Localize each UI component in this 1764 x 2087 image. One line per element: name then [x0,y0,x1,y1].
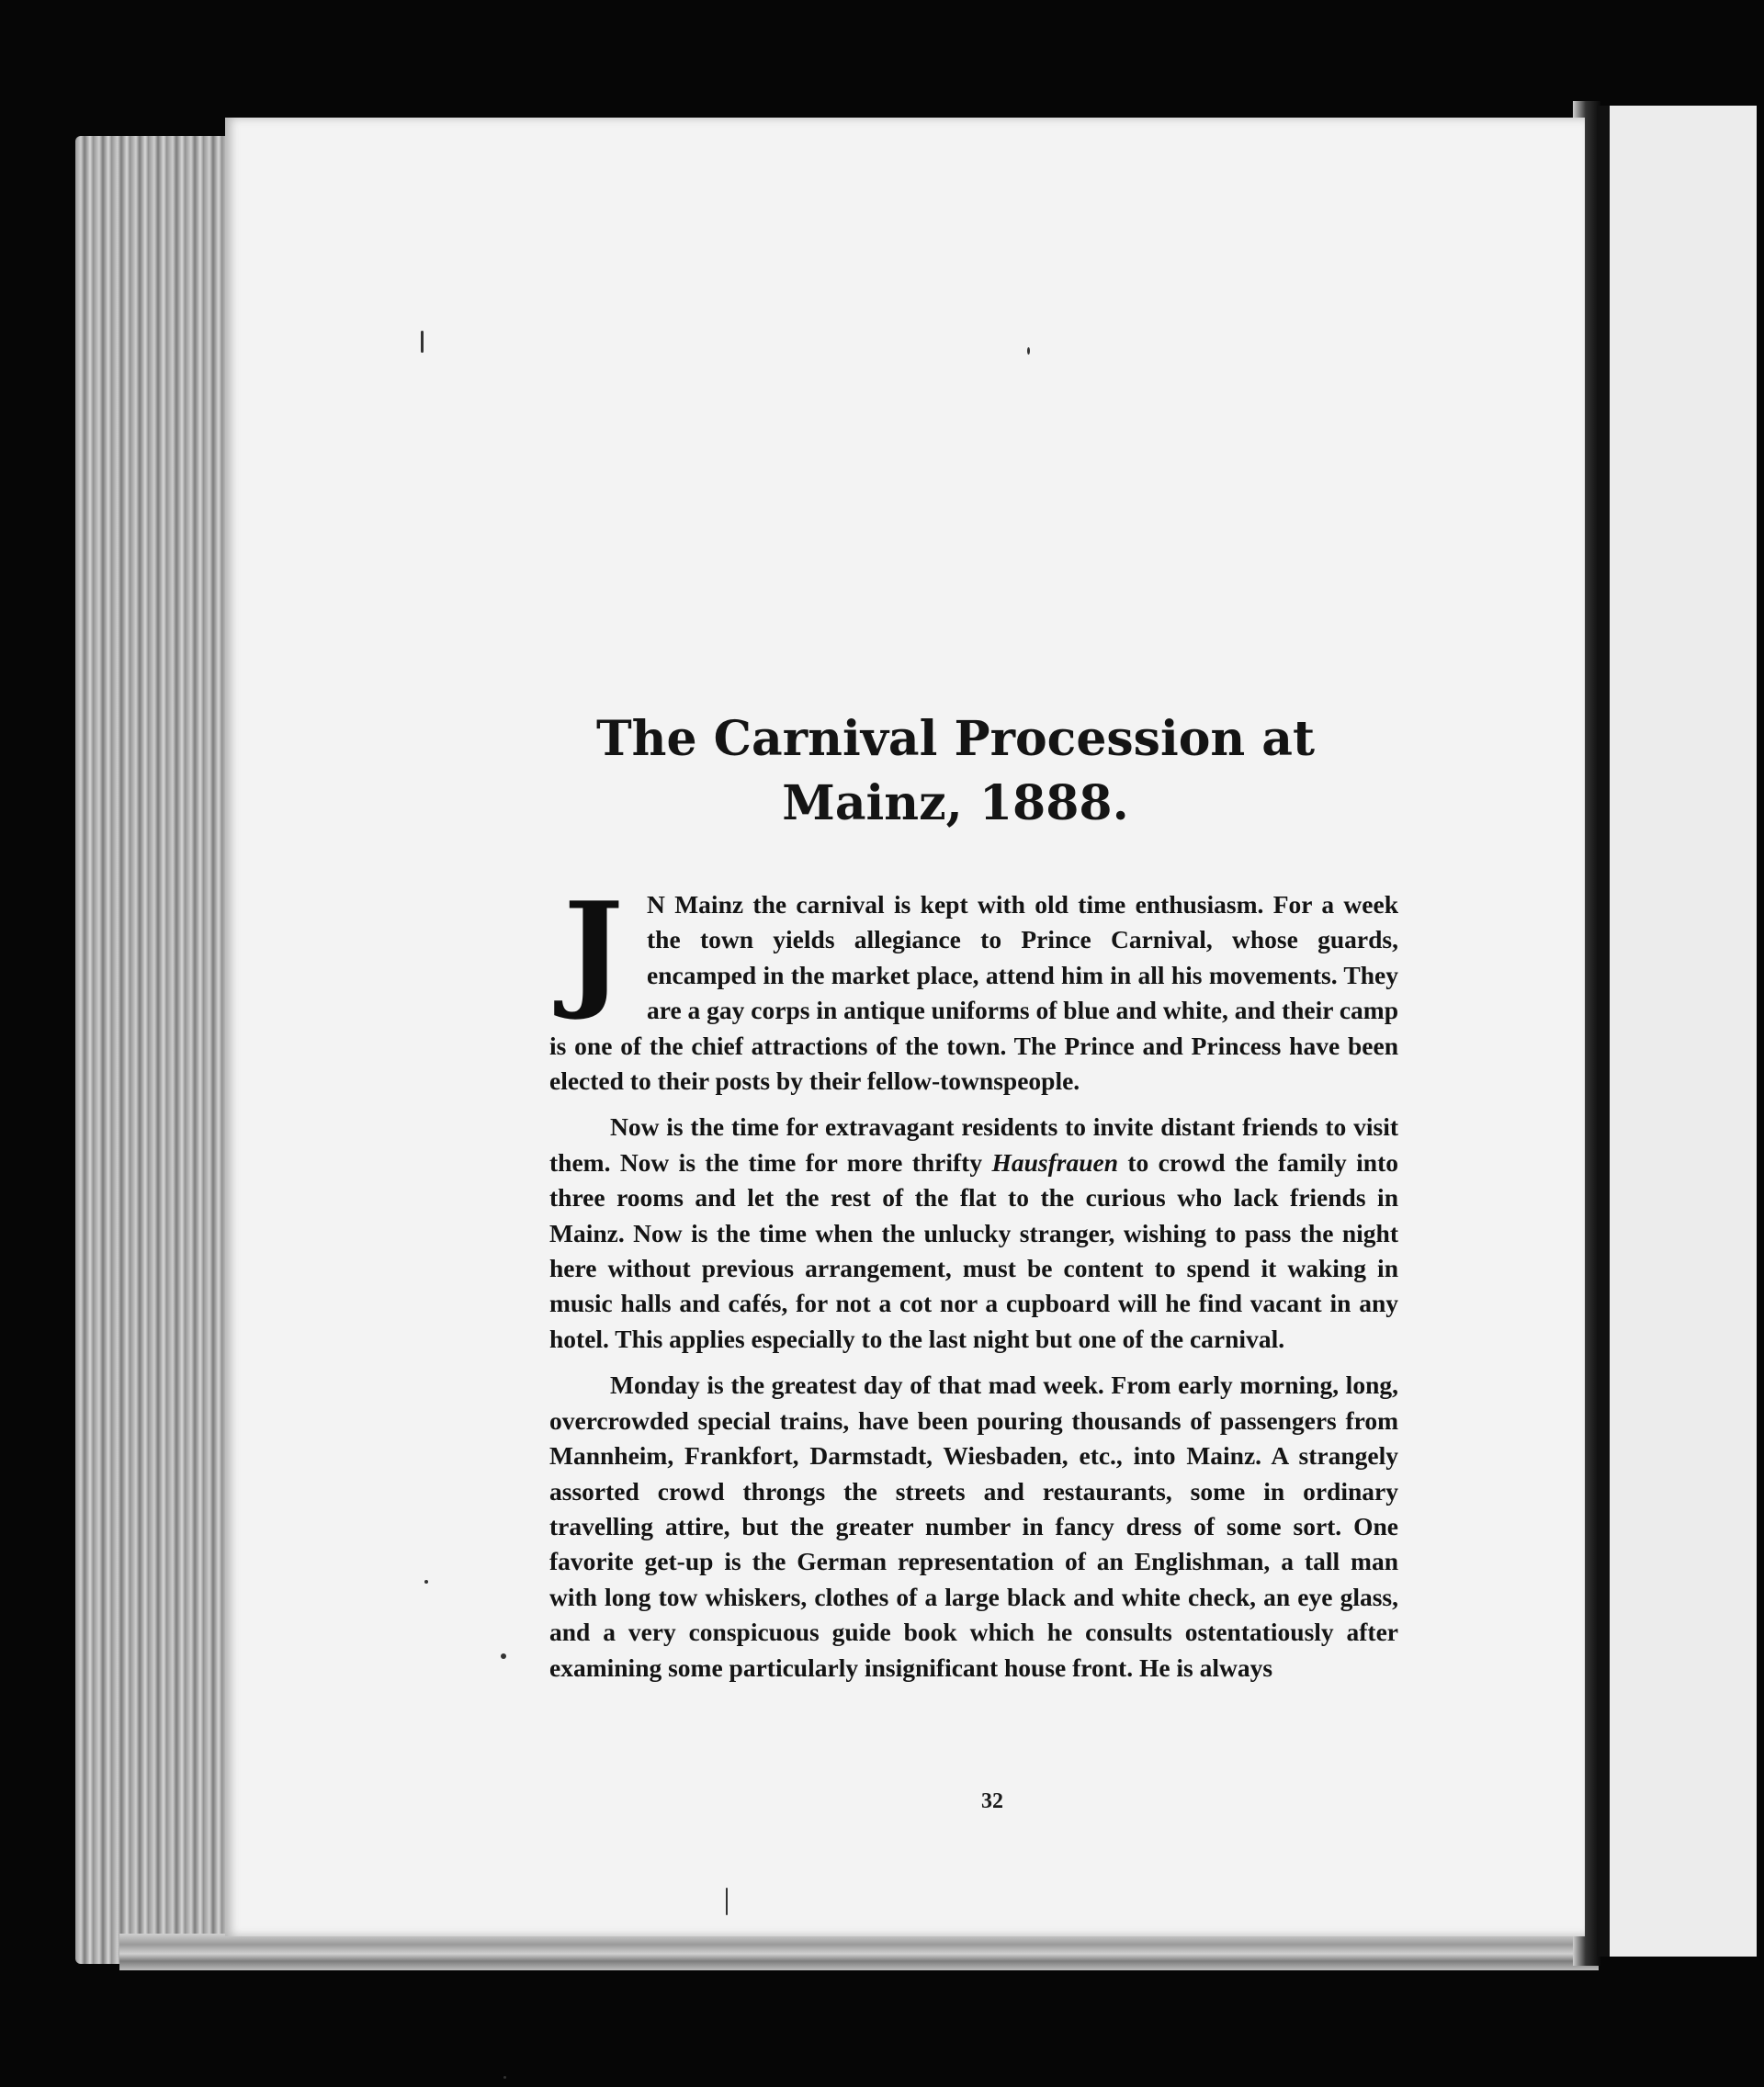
book-bottom-edge [119,1934,1599,1970]
paragraph-1-first-letter: N [647,890,665,919]
book-page-edges [75,136,232,1964]
paragraph-3-text: Monday is the greatest day of that mad week. From early morning, long, overcrowded special trains, have been pouring thousands of passengers from Mannheim, Frankfort, Darmstadt, Wiesbaden, etc., into Mainz. A strangely assorted crowd throngs the streets and restaurants, some in ordinary travelling attire, but the greater number in fancy dress of some sort. One favorite get-up is the German representation of an Englishman, a tall man with long tow whiskers, clothes of a large black and white check, an eye glass, and a very conspicuous guide book which he consults ostentatiously after examining some particularly insignificant house front. He is always [549,1371,1398,1682]
scan-speck [424,1580,428,1584]
scan-speck [421,331,424,353]
paragraph-3 [549,1368,1398,1686]
page-number: 32 [981,1789,1003,1813]
scan-speck [503,2076,506,2079]
article-title: The Carnival Procession at Mainz, 1888. [595,711,1316,831]
drop-cap: J [563,874,624,1023]
facing-page [1597,106,1757,1957]
paragraph-2-text-start: Now is the time for extravagant residents to invite distant friends to visit them. Now is the time for more thrifty [549,1112,1398,1177]
paragraph-2 [549,1110,1398,1357]
paragraph-1-text: Mainz the carnival is kept with old time enthusiasm. For a week the town yields allegiance to Prince Carnival, whose guards, encamped in the market place, attend him in all his movements. They are a gay corps in antique uniforms of blue and white, and their camp is one of the chief attractions of the town. The Prince and Princess have been elected to their posts by their fellow-townspeople. [549,890,1398,1096]
article-body [549,874,1398,1697]
scan-speck [726,1888,728,1915]
scan-speck [501,1653,506,1659]
paragraph-2-italic-term: Hausfrauen [991,1147,1118,1177]
paragraph-2-text-end: to crowd the family into three rooms and let the rest of the flat to the curious who lack friends in Mainz. Now is the time when the unlucky stranger, wishing to pass the night here without previous arrangement, must be content to spend it waking in music halls and cafés, for not a cot nor a cupboard will he find vacant in any hotel. This applies especially to the last night but one of the carnival. [549,1147,1398,1353]
paragraph-1 [549,874,1398,1099]
scan-speck [1027,347,1030,355]
